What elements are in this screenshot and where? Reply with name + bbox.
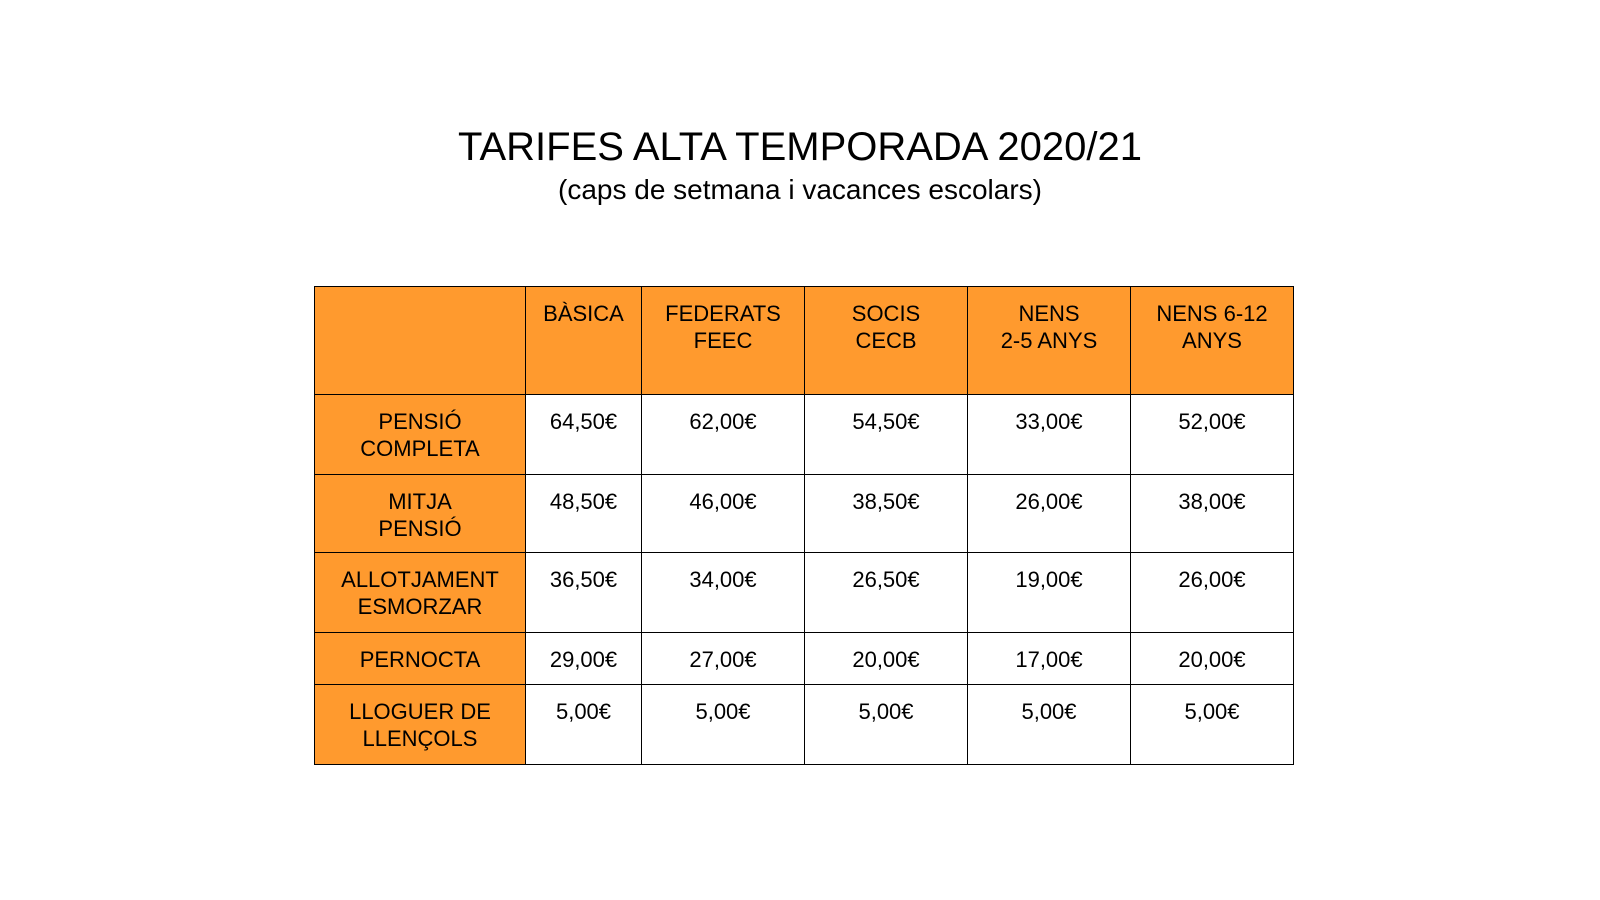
tariff-table bbox=[314, 286, 1294, 765]
price-cell: 46,00€ bbox=[642, 475, 805, 553]
price-cell: 5,00€ bbox=[968, 685, 1131, 765]
price-cell: 5,00€ bbox=[1131, 685, 1294, 765]
price-cell: 62,00€ bbox=[642, 395, 805, 475]
price-cell: 38,50€ bbox=[805, 475, 968, 553]
price-cell: 38,00€ bbox=[1131, 475, 1294, 553]
price-cell: 19,00€ bbox=[968, 553, 1131, 633]
row-label-mitja-pensio: MITJA PENSIÓ bbox=[315, 475, 526, 553]
column-header-basica: BÀSICA bbox=[526, 287, 642, 395]
column-header-nens-6-12: NENS 6-12 ANYS bbox=[1131, 287, 1294, 395]
column-header-nens-2-5: NENS 2-5 ANYS bbox=[968, 287, 1131, 395]
page-title: TARIFES ALTA TEMPORADA 2020/21 bbox=[458, 125, 1142, 169]
price-cell: 27,00€ bbox=[642, 633, 805, 685]
price-cell: 26,50€ bbox=[805, 553, 968, 633]
price-cell: 5,00€ bbox=[642, 685, 805, 765]
corner-cell bbox=[315, 287, 526, 395]
price-cell: 36,50€ bbox=[526, 553, 642, 633]
table-header-row bbox=[315, 287, 1294, 395]
column-header-federats: FEDERATS FEEC bbox=[642, 287, 805, 395]
price-cell: 54,50€ bbox=[805, 395, 968, 475]
row-label-pensio-completa: PENSIÓ COMPLETA bbox=[315, 395, 526, 475]
price-cell: 26,00€ bbox=[968, 475, 1131, 553]
row-label-pernocta: PERNOCTA bbox=[315, 633, 526, 685]
column-header-socis: SOCIS CECB bbox=[805, 287, 968, 395]
price-cell: 29,00€ bbox=[526, 633, 642, 685]
price-cell: 34,00€ bbox=[642, 553, 805, 633]
table-row bbox=[315, 553, 1294, 633]
price-cell: 26,00€ bbox=[1131, 553, 1294, 633]
table-row bbox=[315, 633, 1294, 685]
table-row bbox=[315, 395, 1294, 475]
price-cell: 5,00€ bbox=[805, 685, 968, 765]
price-cell: 52,00€ bbox=[1131, 395, 1294, 475]
price-cell: 5,00€ bbox=[526, 685, 642, 765]
price-cell: 33,00€ bbox=[968, 395, 1131, 475]
table-row bbox=[315, 685, 1294, 765]
price-cell: 17,00€ bbox=[968, 633, 1131, 685]
price-cell: 64,50€ bbox=[526, 395, 642, 475]
price-cell: 48,50€ bbox=[526, 475, 642, 553]
page-subtitle: (caps de setmana i vacances escolars) bbox=[558, 174, 1042, 205]
row-label-allotjament-esmorzar: ALLOTJAMENT ESMORZAR bbox=[315, 553, 526, 633]
row-label-lloguer-llencols: LLOGUER DE LLENÇOLS bbox=[315, 685, 526, 765]
table-row bbox=[315, 475, 1294, 553]
price-cell: 20,00€ bbox=[805, 633, 968, 685]
price-cell: 20,00€ bbox=[1131, 633, 1294, 685]
